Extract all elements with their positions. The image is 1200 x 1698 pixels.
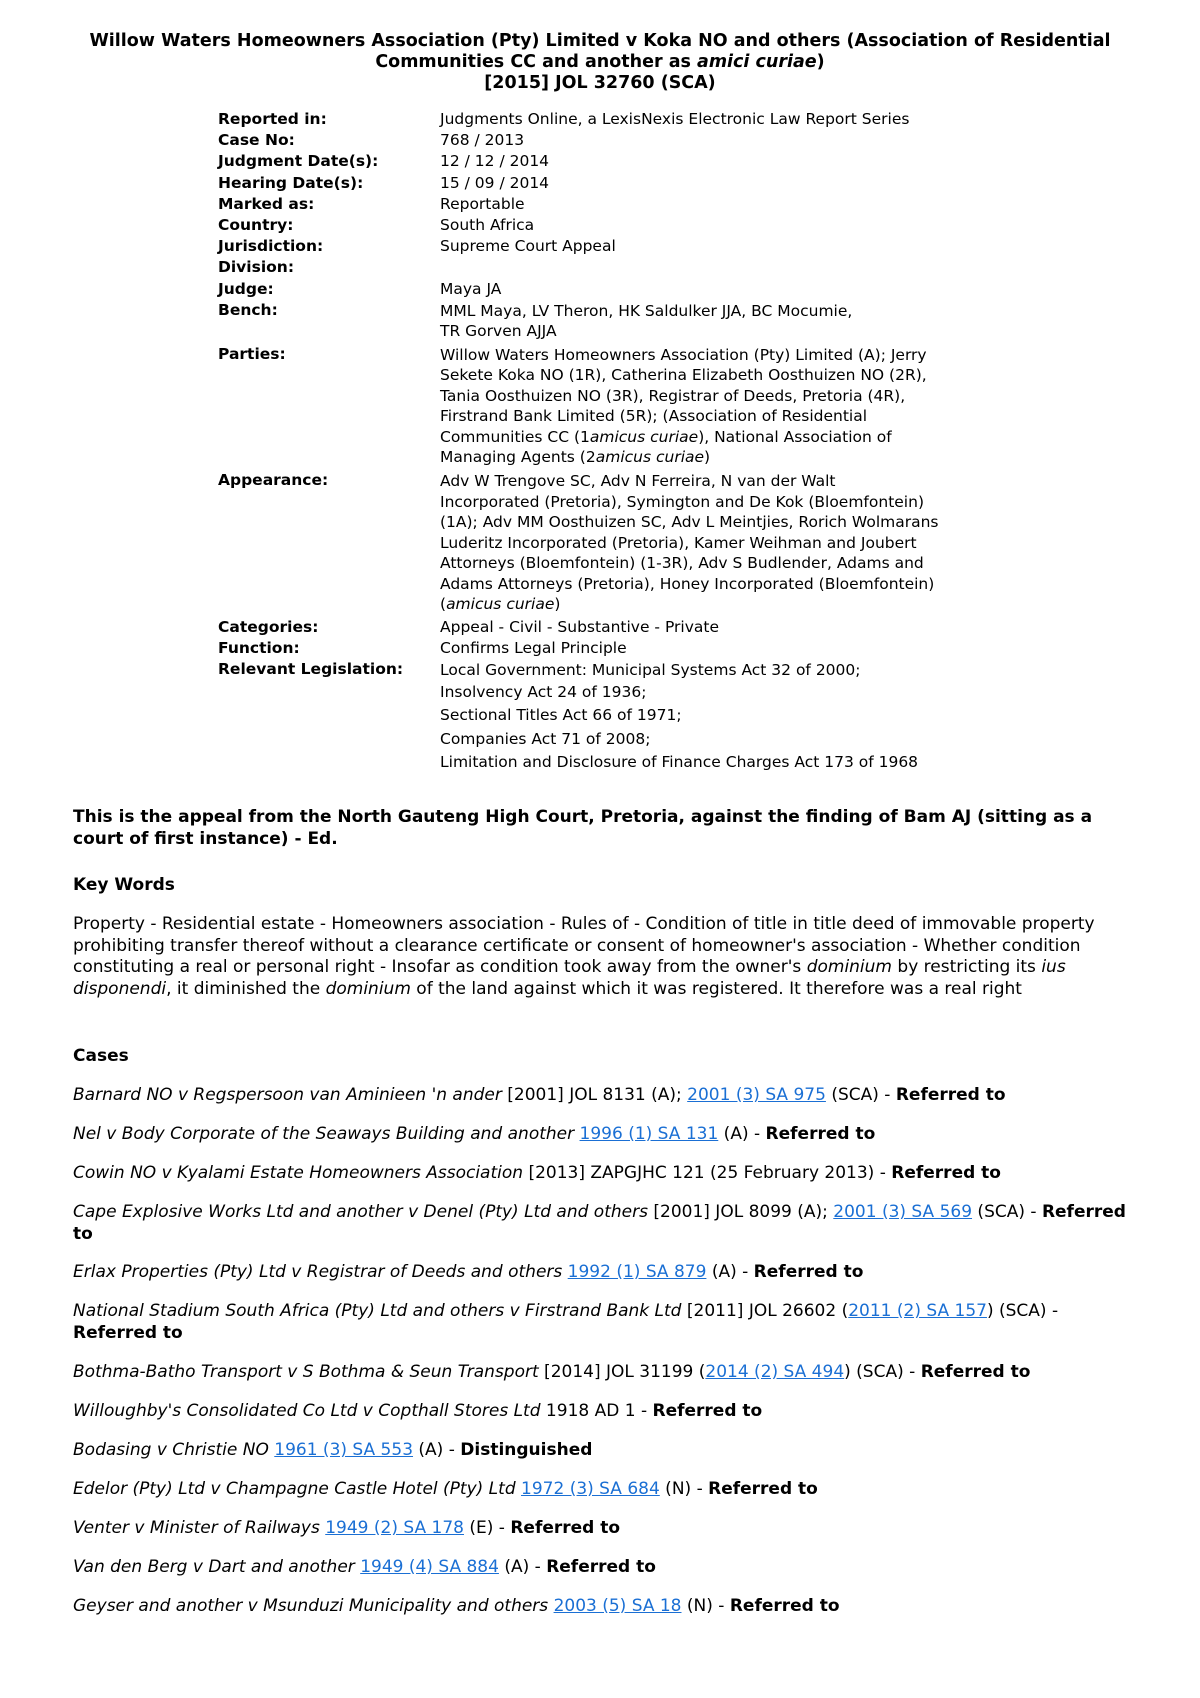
case-item [73,1518,1138,1540]
case-treatment: Referred to [920,1362,1031,1382]
appearance-text: ( [440,595,447,614]
parties-text: Communities CC (1 [440,427,590,446]
keywords-segment: of the land against which it was registered. It therefore was a real right [410,979,1022,1000]
case-report-link[interactable]: 1949 (4) SA 884 [360,1557,499,1577]
case-name: Geyser and another v Msunduzi Municipality and others [73,1596,549,1616]
case-court: ) (SCA) - [986,1301,1059,1321]
case-citation: [2001] JOL 8099 (A); [647,1202,834,1222]
meta-label: Country: [218,215,294,234]
meta-value: Confirms Legal Principle [440,638,627,657]
case-treatment: Referred to [708,1479,818,1499]
keywords-heading: Key Words [73,875,175,895]
case-report-link[interactable]: 1992 (1) SA 879 [567,1262,707,1282]
cases-heading: Cases [73,1046,129,1066]
keywords-italic: dominium [325,979,411,1000]
meta-value: Judgments Online, a LexisNexis Electronic Law Report Series [440,110,910,128]
parties-text: ) [704,448,711,467]
meta-row-judgment-dates [218,152,1000,173]
meta-row-categories [218,618,1000,639]
case-item [73,1479,1138,1501]
meta-row-judge [218,280,1000,301]
legislation-item: Insolvency Act 24 of 1936; [440,682,647,701]
parties-line [440,427,1000,448]
legislation-item: Sectional Titles Act 66 of 1971; [440,706,682,725]
case-item [73,1262,1138,1284]
case-report-link[interactable]: 1961 (3) SA 553 [274,1440,414,1460]
case-report-link[interactable]: 1972 (3) SA 684 [521,1479,660,1499]
case-item [73,1440,1138,1462]
case-item [73,1163,1138,1185]
meta-label: Parties: [218,344,286,363]
case-name: Erlax Properties (Pty) Ltd v Registrar of Deeds and others [73,1262,563,1282]
meta-row-appearance [218,471,1000,618]
case-treatment: Referred to [510,1518,621,1538]
keywords-segment: by restricting its [892,957,1042,978]
meta-row-jurisdiction [218,237,1000,258]
case-name: Cape Explosive Works Ltd and another v Denel (Pty) Ltd and others [73,1202,648,1222]
appearance-line: Adv W Trengove SC, Adv N Ferreira, N van der Walt [440,472,836,491]
case-treatment: Referred to [546,1557,656,1577]
bench-line: TR Gorven AJJA [440,322,557,341]
case-citation: [2011] JOL 26602 ( [681,1301,849,1321]
case-name: Cowin NO v Kyalami Estate Homeowners Association [73,1163,524,1183]
keywords-segment: , it diminished the [166,979,326,1000]
metadata-table [218,110,1000,778]
case-treatment: Referred to [891,1163,1001,1183]
case-report-link[interactable]: 1949 (2) SA 178 [325,1518,464,1538]
title-italic: amici curiae [697,52,817,72]
case-report-link[interactable]: 1996 (1) SA 131 [579,1124,719,1144]
appearance-line: (1A); Adv MM Oosthuizen SC, Adv L Meintjies, Rorich Wolmarans [440,513,939,532]
case-item [73,1557,1138,1579]
title-text: Willow Waters Homeowners Association (Pty) Limited v Koka NO and others (Association of Residential Communities CC and another as [89,31,1111,72]
case-treatment: Referred to [652,1401,763,1421]
case-item [73,1596,1138,1618]
meta-label: Categories: [218,617,319,636]
meta-value: Reportable [440,194,525,213]
meta-label: Jurisdiction: [218,237,324,256]
parties-text: Managing Agents (2 [440,448,596,467]
case-citation: [2014] JOL 31199 ( [538,1362,706,1382]
parties-italic: amicus curiae [595,448,705,467]
meta-label: Function: [218,638,300,657]
appearance-line: Incorporated (Pretoria), Symington and De Kok (Bloemfontein) [440,492,924,511]
meta-value [440,258,1000,279]
meta-label: Relevant Legislation: [218,660,404,679]
parties-line: Sekete Koka NO (1R), Catherina Elizabeth Oosthuizen NO (2R), [440,366,927,385]
keywords-text [73,914,1138,1001]
meta-label: Hearing Date(s): [218,173,364,192]
meta-row-case-no [218,131,1000,152]
case-treatment: Referred to [895,1085,1006,1105]
case-report-link[interactable]: 2003 (5) SA 18 [553,1596,682,1616]
case-report-link[interactable]: 2001 (3) SA 975 [687,1085,826,1105]
meta-value: South Africa [440,215,535,234]
meta-label: Division: [218,258,295,277]
meta-row-legislation [218,660,1000,778]
appearance-text: ) [554,595,561,614]
appearance-line: Luderitz Incorporated (Pretoria), Kamer Weihman and Joubert [440,533,917,552]
meta-value: 12 / 12 / 2014 [440,152,550,171]
case-name: National Stadium South Africa (Pty) Ltd and others v Firstrand Bank Ltd [73,1301,682,1321]
case-item [73,1202,1138,1245]
parties-line [440,447,1000,468]
case-treatment: Referred to [73,1202,1126,1244]
meta-row-marked-as [218,195,1000,216]
case-court: (E) - [463,1518,511,1538]
meta-label: Appearance: [218,471,329,490]
meta-label: Case No: [218,131,295,150]
appearance-italic: amicus curiae [446,595,555,614]
keywords-segment: Property - Residential estate - Homeowners association - Rules of - Condition of title in title deed of immovable property prohibiting transfer thereof without a clearance certificate or consent of homeowner's association - Whether condition constituting a real or personal right - Insofar as condition took away from the owner's [73,914,1095,978]
case-report-link[interactable]: 2001 (3) SA 569 [833,1202,973,1222]
keywords-italic: ius disponendi [73,957,1066,1000]
case-court: ) (SCA) - [844,1362,921,1382]
parties-text: ), National Association of [698,427,892,446]
case-name: Bodasing v Christie NO [73,1440,269,1460]
case-name: Van den Berg v Dart and another [73,1557,355,1577]
meta-row-hearing-dates [218,174,1000,195]
meta-row-reported-in [218,110,1000,131]
meta-value [440,660,1000,778]
meta-label: Reported in: [218,110,327,128]
meta-row-function [218,639,1000,660]
legislation-item: Companies Act 71 of 2008; [440,729,651,748]
meta-row-country [218,216,1000,237]
case-citation: [2013] ZAPGJHC 121 (25 February 2013) - [523,1163,892,1183]
case-name: Venter v Minister of Railways [73,1518,320,1538]
parties-italic: amicus curiae [589,427,699,446]
case-treatment: Referred to [753,1262,864,1282]
appearance-line: Attorneys (Bloemfontein) (1-3R), Adv S Budlender, Adams and [440,554,924,573]
legislation-item: Limitation and Disclosure of Finance Charges Act 173 of 1968 [440,753,919,772]
meta-row-parties [218,345,1000,471]
title-close: ) [816,52,825,72]
case-treatment: Referred to [73,1322,183,1343]
case-name: Willoughby's Consolidated Co Ltd v Copthall Stores Ltd [73,1401,541,1421]
meta-row-bench [218,301,1000,345]
parties-line: Willow Waters Homeowners Association (Pty) Limited (A); Jerry [440,345,927,364]
meta-value [440,345,1000,471]
case-report-link[interactable]: 2011 (2) SA 157 [848,1301,987,1321]
appearance-line: Adams Attorneys (Pretoria), Honey Incorporated (Bloemfontein) [440,574,935,593]
parties-line: Firstrand Bank Limited (5R); (Association of Residential [440,407,868,426]
meta-label: Judge: [218,279,274,298]
case-item [73,1085,1138,1107]
case-treatment: Referred to [729,1596,840,1616]
meta-value: Supreme Court Appeal [440,237,616,256]
case-item [73,1362,1138,1384]
meta-value: 768 / 2013 [440,131,525,150]
bench-line: MML Maya, LV Theron, HK Saldulker JJA, BC Mocumie, [440,301,853,320]
case-citation: [2001] JOL 8131 (A); [501,1085,688,1105]
case-report-link[interactable]: 2014 (2) SA 494 [705,1362,845,1382]
case-citation: 1918 AD 1 - [540,1401,653,1421]
meta-label: Judgment Date(s): [218,152,379,171]
meta-value: 15 / 09 / 2014 [440,173,550,192]
case-court: (A) - [413,1440,461,1460]
meta-value: Maya JA [440,279,502,298]
meta-label: Marked as: [218,194,315,213]
case-treatment: Referred to [765,1124,876,1144]
case-item [73,1301,1138,1344]
meta-value: Appeal - Civil - Substantive - Private [440,617,719,636]
case-item [73,1401,1138,1423]
editor-intro: This is the appeal from the North Gauteng High Court, Pretoria, against the finding of Bam AJ (sitting as a court of first instance) - Ed. [73,807,1093,849]
case-court: (A) - [706,1262,754,1282]
appearance-line [440,594,1000,615]
meta-label: Bench: [218,300,278,319]
parties-line: Tania Oosthuizen NO (3R), Registrar of Deeds, Pretoria (4R), [440,386,906,405]
case-item [73,1124,1138,1146]
case-court: (A) - [718,1124,766,1144]
case-name: Barnard NO v Regspersoon van Aminieen 'n ander [73,1085,502,1105]
keywords-italic: dominium [806,957,892,978]
case-court: (SCA) - [972,1202,1042,1222]
case-court: (SCA) - [825,1085,896,1105]
meta-value [440,471,1000,618]
meta-row-division [218,258,1000,279]
meta-value [440,301,1000,345]
case-treatment: Distinguished [460,1440,593,1460]
case-name: Bothma-Batho Transport v S Bothma & Seun Transport [73,1362,539,1382]
document-title [60,31,1140,94]
case-name: Nel v Body Corporate of the Seaways Building and another [73,1124,575,1144]
legislation-item: Local Government: Municipal Systems Act 32 of 2000; [440,661,861,680]
case-court: (N) - [681,1596,730,1616]
case-court: (N) - [659,1479,709,1499]
citation: [2015] JOL 32760 (SCA) [484,73,716,93]
case-name: Edelor (Pty) Ltd v Champagne Castle Hotel (Pty) Ltd [73,1479,516,1499]
case-court: (A) - [498,1557,547,1577]
